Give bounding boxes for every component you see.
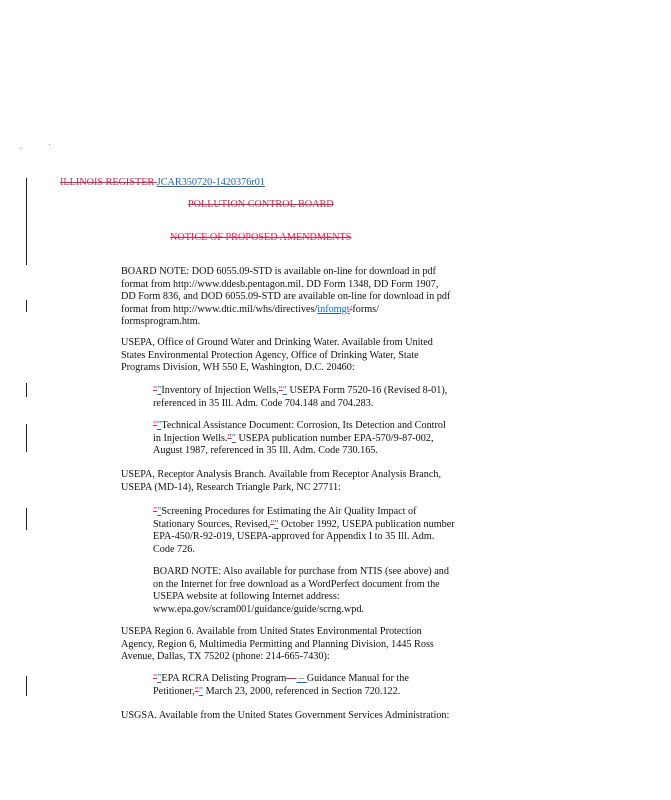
register-title: ILLINOIS REGISTER: [60, 177, 155, 188]
board-title: POLLUTION CONTROL BOARD: [188, 199, 334, 210]
board-note-1: BOARD NOTE: DOD 6055.09-STD is available on-line for download in pdf format from http://www.ddesb.pentagon.mil. DD Form 1348, DD Form 1907, DD Form 836, and DOD 6055.09-STD are available on-line for download in pdf format from http://www.dtic.mil/whs/directives/infomgt/forms/ formsprogram.htm.: [121, 266, 451, 328]
tad-reference: ""Technical Assistance Document: Corrosion, Its Detection and Control in Injection Wells."" USEPA publication number EPA-570/9-87-002, August 1987, referenced in 35 Ill. Adm. Code 730.165.: [153, 420, 446, 457]
usepa-ground-water: USEPA, Office of Ground Water and Drinking Water. Available from United States Environmental Protection Agency, Office of Drinking Water, State Programs Division, WH 550 E, Washington, D.C. 20460:: [121, 337, 433, 374]
change-bar: [26, 508, 27, 530]
wells-reference: ""Inventory of Injection Wells,"" USEPA Form 7520-16 (Revised 8-01), referenced in 35 Ill. Adm. Code 704.148 and 704.283.: [153, 385, 448, 409]
change-bar: [26, 424, 27, 452]
receptor-analysis-branch: USEPA, Receptor Analysis Branch. Available from Receptor Analysis Branch, USEPA (MD-14), Research Triangle Park, NC 27711:: [121, 469, 441, 493]
usgsa-paragraph: USGSA. Available from the United States Government Services Administration:: [121, 710, 450, 721]
jcar-code: JCAR350720-1420376r01: [156, 177, 265, 188]
change-bar: [26, 676, 27, 696]
board-note-2: BOARD NOTE: Also available for purchase from NTIS (see above) and on the Internet for free download as a WordPerfect document from the USEPA website at following Internet address: www.epa.gov/scram001/guidance/guide/scrng.wpd.: [153, 566, 449, 615]
register-header: [60, 177, 265, 190]
notice-title: NOTICE OF PROPOSED AMENDMENTS: [170, 232, 352, 243]
rcra-reference: ""EPA RCRA Delisting Program— – Guidance Manual for the Petitioner,"" March 23, 2000, referenced in Section 720.122.: [153, 673, 409, 697]
scan-speck: [20, 148, 21, 149]
change-bar: [26, 178, 27, 265]
scan-speck: [49, 144, 50, 145]
change-bar: [26, 300, 27, 312]
usepa-region-6: USEPA Region 6. Available from United States Environmental Protection Agency, Region 6, Multimedia Permitting and Planning Division, 1445 Ross Avenue, Dallas, TX 75202 (phone: 214-665-7430):: [121, 626, 434, 663]
screening-reference: ""Screening Procedures for Estimating the Air Quality Impact of Stationary Sources, Revised,"" October 1992, USEPA publication number EPA-450/R-92-019, USEPA-approved for Appendix I to 35 Ill. Adm. Code 726.: [153, 506, 455, 555]
change-bar: [26, 383, 27, 397]
